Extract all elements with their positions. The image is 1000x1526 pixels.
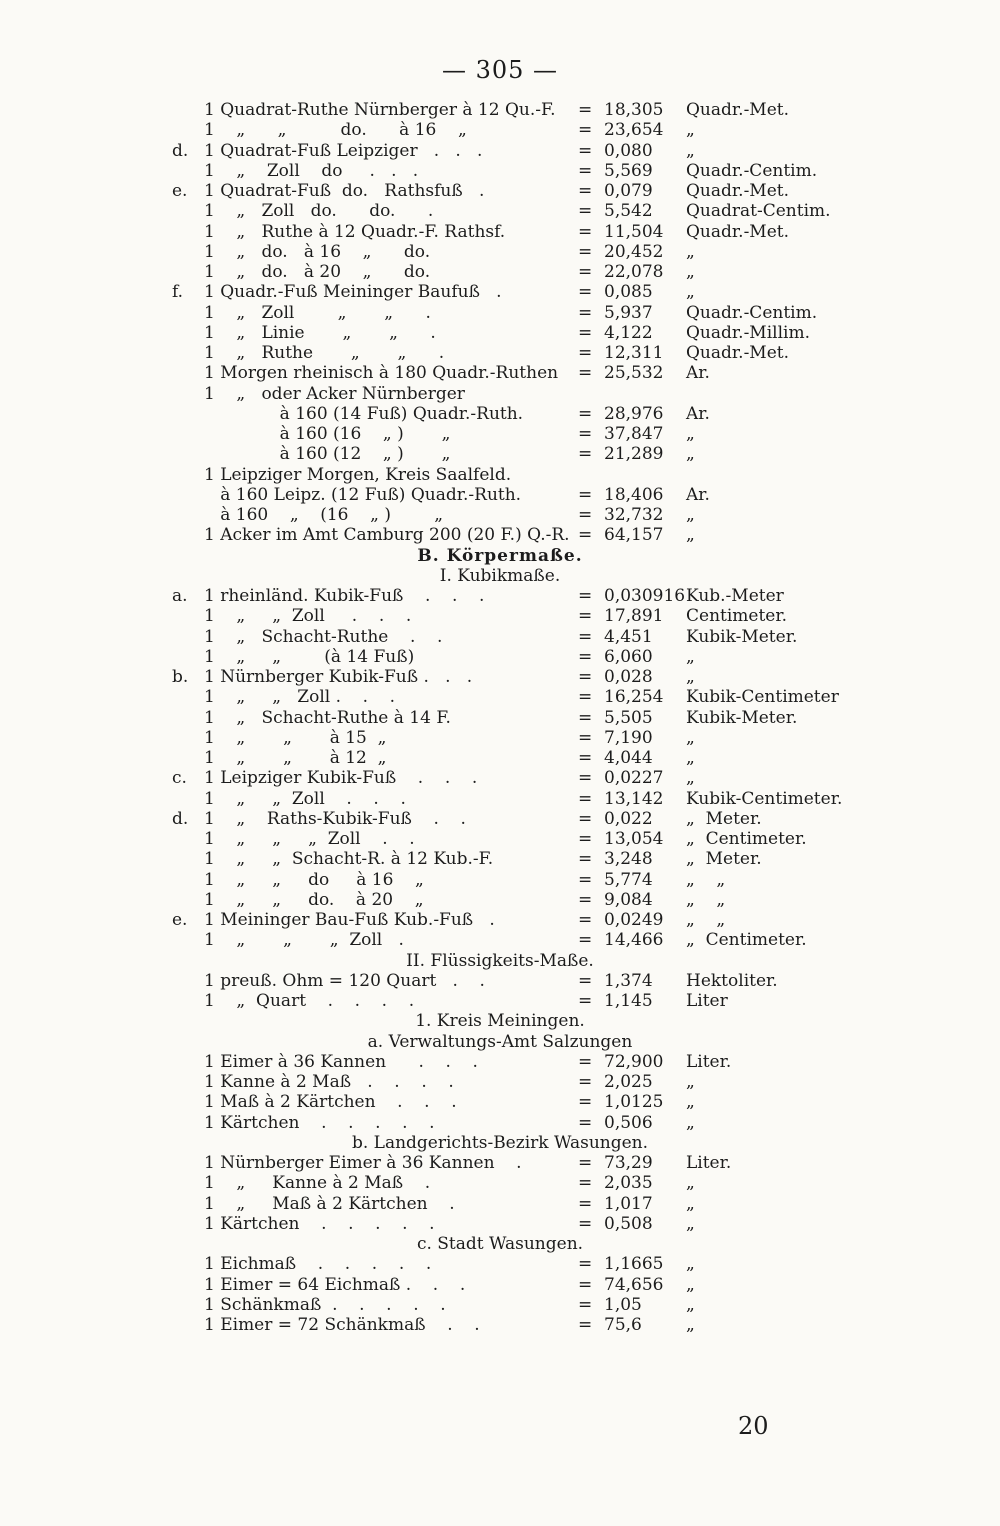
row-unit: Kubik-Meter. [686, 707, 798, 728]
row-unit: Kubik-Centimeter [686, 687, 839, 708]
row-description: 1 „ „ Schacht-R. à 12 Kub.-F. [204, 849, 494, 870]
row-equals: = [578, 424, 593, 444]
row-unit: Kubik-Meter. [686, 626, 798, 647]
row-equals: = [578, 1051, 593, 1072]
row-description: 1 „ Linie „ „ . [204, 322, 436, 343]
row-equals: = [578, 707, 593, 728]
row-value: 25,532 [604, 363, 664, 384]
row-unit: „ [686, 1112, 695, 1133]
row-description: à 160 (12 „ ) „ [204, 444, 451, 465]
row-equals: = [578, 606, 593, 627]
row-value: 16,254 [604, 687, 664, 708]
row-equals: = [578, 626, 593, 647]
section-b-title-row [0, 546, 1000, 566]
row-description: 1 „ „ Zoll . . . [204, 788, 406, 809]
row-equals: = [578, 829, 593, 849]
row-unit: „ [686, 727, 695, 748]
row-description: 1 Eimer = 64 Eichmaß . . . [204, 1274, 466, 1295]
table-row [0, 1275, 1000, 1295]
table-row [0, 890, 1000, 910]
section-b2 [0, 971, 1000, 1012]
row-description: 1 preuß. Ohm = 120 Quart . . [204, 970, 485, 991]
row-value: 32,732 [604, 505, 664, 525]
row-value: 5,774 [604, 869, 653, 890]
row-equals: = [578, 140, 593, 161]
row-equals: = [578, 241, 593, 262]
row-description: 1 „ „ do. à 20 „ [204, 889, 424, 910]
row-unit: „ [686, 282, 695, 303]
section-b-title: B. Körpermaße. [417, 545, 583, 566]
table-row [0, 1072, 1000, 1092]
row-description: 1 Quadrat-Fuß Leipziger . . . [204, 140, 483, 161]
row-unit: Kubik-Centimeter. [686, 788, 843, 809]
row-unit: Quadrat-Centim. [686, 201, 831, 222]
table-row [0, 1092, 1000, 1112]
row-value: 2,025 [604, 1072, 653, 1092]
row-marker: d. [172, 808, 189, 829]
row-description: 1 „ Schacht-Ruthe à 14 F. [204, 707, 451, 728]
section-b2-title-row [0, 951, 1000, 971]
row-value: 11,504 [604, 221, 664, 242]
row-equals: = [578, 808, 593, 829]
row-unit: „ [686, 1072, 695, 1092]
row-unit: „ „ [686, 889, 726, 910]
row-description: 1 „ Zoll do. do. . [204, 201, 434, 222]
row-description: 1 Quadrat-Fuß do. Rathsfuß . [204, 181, 485, 201]
row-value: 75,6 [604, 1315, 642, 1335]
table-row [0, 910, 1000, 930]
row-equals: = [578, 991, 593, 1011]
row-unit: Quadr.-Centim. [686, 302, 818, 323]
table-row [0, 161, 1000, 181]
row-value: 5,542 [604, 201, 653, 222]
table-row [0, 444, 1000, 464]
row-unit: Centimeter. [686, 606, 788, 627]
row-value: 0,028 [604, 667, 653, 687]
row-equals: = [578, 120, 593, 141]
table-row [0, 870, 1000, 890]
row-equals: = [578, 1092, 593, 1113]
row-equals: = [578, 687, 593, 708]
row-unit: Liter. [686, 1153, 732, 1173]
row-description: 1 „ „ à 12 „ [204, 748, 387, 768]
row-value: 18,406 [604, 484, 664, 505]
row-unit: „ [686, 667, 695, 687]
table-row [0, 323, 1000, 343]
row-unit: Ar. [686, 484, 710, 505]
table-row [0, 728, 1000, 748]
table-row [0, 627, 1000, 647]
row-description: 1 Maß à 2 Kärtchen . . . [204, 1092, 457, 1113]
row-value: 1,145 [604, 991, 653, 1011]
row-equals: = [578, 768, 593, 789]
row-description: 1 „ Zoll do . . . [204, 160, 419, 181]
table-row [0, 971, 1000, 991]
row-equals: = [578, 1315, 593, 1335]
table-row [0, 1254, 1000, 1274]
row-marker: d. [172, 140, 189, 161]
row-description: 1 „ „ do à 16 „ [204, 869, 424, 890]
row-unit: „ [686, 1315, 695, 1335]
row-unit: Quadr.-Met. [686, 100, 790, 120]
sub-c [0, 1254, 1000, 1335]
row-value: 5,505 [604, 707, 653, 728]
row-value: 9,084 [604, 889, 653, 910]
row-marker: b. [172, 667, 189, 687]
row-value: 3,248 [604, 849, 653, 870]
row-equals: = [578, 1072, 593, 1092]
section-a-tail [0, 100, 1000, 546]
row-value: 4,451 [604, 626, 653, 647]
table-row [0, 201, 1000, 221]
row-unit: Kub.-Meter [686, 586, 784, 606]
table-row [0, 1194, 1000, 1214]
row-unit: „ Centimeter. [686, 930, 807, 951]
row-unit: „ [686, 768, 695, 789]
row-description: 1 „ Ruthe „ „ . [204, 343, 445, 363]
sub-c-title-row [0, 1234, 1000, 1254]
row-unit: „ [686, 424, 695, 444]
row-description: 1 Nürnberger Kubik-Fuß . . . [204, 667, 473, 687]
row-value: 22,078 [604, 262, 664, 282]
row-value: 2,035 [604, 1173, 653, 1194]
row-equals: = [578, 646, 593, 667]
row-unit: „ [686, 444, 695, 465]
row-unit: „ „ [686, 910, 726, 930]
row-description: 1 Eichmaß . . . . . [204, 1254, 432, 1275]
page-number: — 305 — [441, 56, 559, 84]
row-description: 1 „ Ruthe à 12 Quadr.-F. Rathsf. [204, 221, 506, 242]
row-unit: „ „ [686, 869, 726, 890]
table-row [0, 485, 1000, 505]
row-equals: = [578, 160, 593, 181]
row-value: 1,05 [604, 1294, 642, 1315]
row-unit: „ [686, 505, 695, 525]
table-row [0, 343, 1000, 363]
row-unit: Ar. [686, 403, 710, 424]
table-row [0, 505, 1000, 525]
row-value: 0,0227 [604, 768, 664, 789]
row-value: 12,311 [604, 343, 664, 363]
row-equals: = [578, 100, 593, 120]
row-description: 1 „ oder Acker Nürnberger [204, 383, 465, 404]
table-row [0, 120, 1000, 140]
table-row [0, 606, 1000, 626]
table-row [0, 424, 1000, 444]
table-row [0, 1315, 1000, 1335]
table-row [0, 647, 1000, 667]
row-description: à 160 „ (16 „ ) „ [204, 505, 443, 525]
table-row [0, 404, 1000, 424]
row-equals: = [578, 1254, 593, 1275]
row-equals: = [578, 667, 593, 687]
table-row [0, 687, 1000, 707]
table-row [0, 181, 1000, 201]
row-unit: „ [686, 140, 695, 161]
row-value: 21,289 [604, 444, 664, 465]
row-description: 1 Acker im Amt Camburg 200 (20 F.) Q.-R. [204, 525, 570, 546]
sub-b [0, 1153, 1000, 1234]
row-unit: Quadr.-Met. [686, 181, 790, 201]
row-equals: = [578, 849, 593, 870]
section-b1-title: I. Kubikmaße. [439, 565, 561, 586]
row-equals: = [578, 282, 593, 303]
row-description: 1 Kanne à 2 Maß . . . . [204, 1072, 454, 1092]
row-description: 1 „ Schacht-Ruthe . . [204, 626, 443, 647]
row-description: 1 „ do. à 20 „ do. [204, 262, 431, 282]
row-equals: = [578, 343, 593, 363]
row-equals: = [578, 505, 593, 525]
row-equals: = [578, 970, 593, 991]
row-description: 1 „ Kanne à 2 Maß . [204, 1173, 431, 1194]
row-description: 1 rheinländ. Kubik-Fuß . . . [204, 586, 485, 606]
row-unit: „ [686, 525, 695, 546]
row-marker: a. [172, 586, 188, 606]
row-unit: „ Meter. [686, 808, 762, 829]
table-row [0, 586, 1000, 606]
row-unit: „ [686, 1274, 695, 1295]
row-value: 28,976 [604, 403, 664, 424]
row-description: 1 „ do. à 16 „ do. [204, 241, 431, 262]
row-equals: = [578, 1213, 593, 1234]
row-marker: f. [172, 282, 184, 303]
row-equals: = [578, 1153, 593, 1173]
row-value: 0,022 [604, 808, 653, 829]
row-value: 1,017 [604, 1193, 653, 1214]
row-unit: „ Meter. [686, 849, 762, 870]
row-value: 1,1665 [604, 1254, 664, 1275]
row-value: 0,030916 [604, 586, 686, 606]
row-equals: = [578, 1193, 593, 1214]
row-description: 1 „ Maß à 2 Kärtchen . [204, 1193, 455, 1214]
table-row [0, 1153, 1000, 1173]
row-value: 13,054 [604, 829, 664, 849]
table-row [0, 829, 1000, 849]
sub-a [0, 1052, 1000, 1133]
row-equals: = [578, 930, 593, 951]
row-equals: = [578, 889, 593, 910]
row-description: 1 „ „ do. à 16 „ [204, 120, 467, 141]
table-row [0, 303, 1000, 323]
row-equals: = [578, 586, 593, 606]
row-unit: Liter [686, 991, 728, 1011]
row-equals: = [578, 444, 593, 465]
row-description: à 160 Leipz. (12 Fuß) Quadr.-Ruth. [204, 484, 522, 505]
row-value: 5,937 [604, 302, 653, 323]
row-value: 18,305 [604, 100, 664, 120]
row-equals: = [578, 363, 593, 384]
row-equals: = [578, 869, 593, 890]
table-row [0, 1052, 1000, 1072]
row-unit: Liter. [686, 1051, 732, 1072]
row-value: 73,29 [604, 1153, 653, 1173]
row-equals: = [578, 262, 593, 282]
row-value: 0,085 [604, 282, 653, 303]
table-row [0, 1173, 1000, 1193]
row-description: 1 Morgen rheinisch à 180 Quadr.-Ruthen [204, 363, 559, 384]
table-row [0, 1113, 1000, 1133]
row-unit: „ [686, 1193, 695, 1214]
table-row [0, 768, 1000, 788]
row-value: 7,190 [604, 727, 653, 748]
row-unit: „ Centimeter. [686, 829, 807, 849]
row-equals: = [578, 1274, 593, 1295]
row-unit: „ [686, 748, 695, 768]
table-row [0, 465, 1000, 485]
row-equals: = [578, 484, 593, 505]
table-row [0, 1295, 1000, 1315]
row-description: 1 „ Quart . . . . [204, 991, 415, 1011]
row-unit: „ [686, 1092, 695, 1113]
row-unit: „ [686, 241, 695, 262]
row-value: 72,900 [604, 1051, 664, 1072]
row-description: 1 „ „ (à 14 Fuß) [204, 646, 415, 667]
row-description: à 160 (16 „ ) „ [204, 424, 451, 444]
sub-b-title: b. Landgerichts-Bezirk Wasungen. [351, 1132, 649, 1153]
row-value: 6,060 [604, 646, 653, 667]
row-equals: = [578, 1294, 593, 1315]
row-value: 17,891 [604, 606, 664, 627]
row-equals: = [578, 403, 593, 424]
row-equals: = [578, 322, 593, 343]
row-value: 74,656 [604, 1274, 664, 1295]
row-value: 0,506 [604, 1112, 653, 1133]
table-row [0, 789, 1000, 809]
row-value: 0,080 [604, 140, 653, 161]
row-equals: = [578, 221, 593, 242]
table-row [0, 667, 1000, 687]
row-description: 1 Kärtchen . . . . . [204, 1213, 435, 1234]
table-row [0, 991, 1000, 1011]
row-value: 37,847 [604, 424, 664, 444]
row-marker: e. [172, 181, 188, 201]
table-row [0, 141, 1000, 161]
table-row [0, 748, 1000, 768]
row-equals: = [578, 181, 593, 201]
table-row [0, 525, 1000, 545]
row-description: 1 „ „ Zoll . . . [204, 687, 396, 708]
sub-c-title: c. Stadt Wasungen. [416, 1234, 584, 1254]
row-value: 13,142 [604, 788, 664, 809]
row-equals: = [578, 201, 593, 222]
table-row [0, 363, 1000, 383]
table-row [0, 100, 1000, 120]
row-unit: „ [686, 262, 695, 282]
row-equals: = [578, 1112, 593, 1133]
row-equals: = [578, 525, 593, 546]
row-description: 1 Nürnberger Eimer à 36 Kannen . [204, 1153, 522, 1173]
row-unit: „ [686, 1254, 695, 1275]
row-description: 1 Leipziger Morgen, Kreis Saalfeld. [204, 464, 512, 485]
sub-b-title-row [0, 1133, 1000, 1153]
table-row [0, 262, 1000, 282]
row-description: 1 „ Raths-Kubik-Fuß . . [204, 808, 466, 829]
row-description: 1 „ „ „ Zoll . . [204, 829, 415, 849]
signature-number: 20 [738, 1412, 769, 1440]
row-equals: = [578, 910, 593, 930]
table-row [0, 222, 1000, 242]
row-value: 0,508 [604, 1213, 653, 1234]
row-value: 0,0249 [604, 910, 664, 930]
table-row [0, 809, 1000, 829]
row-marker: c. [172, 768, 187, 789]
row-unit: Quadr.-Met. [686, 343, 790, 363]
row-value: 1,374 [604, 970, 653, 991]
kreis-title: 1. Kreis Meiningen. [415, 1011, 585, 1032]
row-description: 1 Eimer = 72 Schänkmaß . . [204, 1315, 480, 1335]
row-unit: Quadr.-Centim. [686, 160, 818, 181]
row-description: 1 „ Zoll „ „ . [204, 302, 431, 323]
row-description: 1 Schänkmaß . . . . . [204, 1294, 446, 1315]
row-value: 5,569 [604, 160, 653, 181]
row-unit: Quadr.-Met. [686, 221, 790, 242]
section-b1-title-row [0, 566, 1000, 586]
row-unit: Hektoliter. [686, 970, 778, 991]
row-unit: „ [686, 1173, 695, 1194]
row-unit: „ [686, 1213, 695, 1234]
row-value: 64,157 [604, 525, 664, 546]
row-equals: = [578, 748, 593, 768]
table-row [0, 384, 1000, 404]
row-unit: „ [686, 1294, 695, 1315]
row-value: 4,122 [604, 322, 653, 343]
row-unit: Quadr.-Millim. [686, 322, 810, 343]
row-unit: „ [686, 120, 695, 141]
row-description: 1 „ „ Zoll . . . [204, 606, 412, 627]
row-unit: „ [686, 646, 695, 667]
row-description: 1 Kärtchen . . . . . [204, 1112, 435, 1133]
table-row [0, 1214, 1000, 1234]
row-description: 1 „ „ à 15 „ [204, 727, 387, 748]
row-equals: = [578, 727, 593, 748]
row-unit: Ar. [686, 363, 710, 384]
table-row [0, 708, 1000, 728]
row-description: 1 Meininger Bau-Fuß Kub.-Fuß . [204, 910, 495, 930]
row-description: 1 Quadr.-Fuß Meininger Baufuß . [204, 282, 502, 303]
row-equals: = [578, 302, 593, 323]
row-equals: = [578, 788, 593, 809]
table-row [0, 849, 1000, 869]
row-description: 1 Leipziger Kubik-Fuß . . . [204, 768, 478, 789]
row-value: 14,466 [604, 930, 664, 951]
row-description: 1 „ „ „ Zoll . [204, 930, 404, 951]
sub-a-title: a. Verwaltungs-Amt Salzungen [367, 1031, 633, 1052]
sub-a-title-row [0, 1032, 1000, 1052]
row-value: 20,452 [604, 241, 664, 262]
content [0, 100, 1000, 1335]
kreis-title-row [0, 1011, 1000, 1031]
section-b1 [0, 586, 1000, 951]
table-row [0, 242, 1000, 262]
row-description: 1 Quadrat-Ruthe Nürnberger à 12 Qu.-F. [204, 100, 556, 120]
row-description: à 160 (14 Fuß) Quadr.-Ruth. [204, 403, 524, 424]
row-equals: = [578, 1173, 593, 1194]
row-value: 1,0125 [604, 1092, 664, 1113]
section-b2-title: II. Flüssigkeits-Maße. [406, 950, 594, 971]
table-row [0, 282, 1000, 302]
row-value: 23,654 [604, 120, 664, 141]
row-description: 1 Eimer à 36 Kannen . . . [204, 1051, 478, 1072]
row-value: 0,079 [604, 181, 653, 201]
table-row [0, 930, 1000, 950]
row-value: 4,044 [604, 748, 653, 768]
row-marker: e. [172, 910, 188, 930]
